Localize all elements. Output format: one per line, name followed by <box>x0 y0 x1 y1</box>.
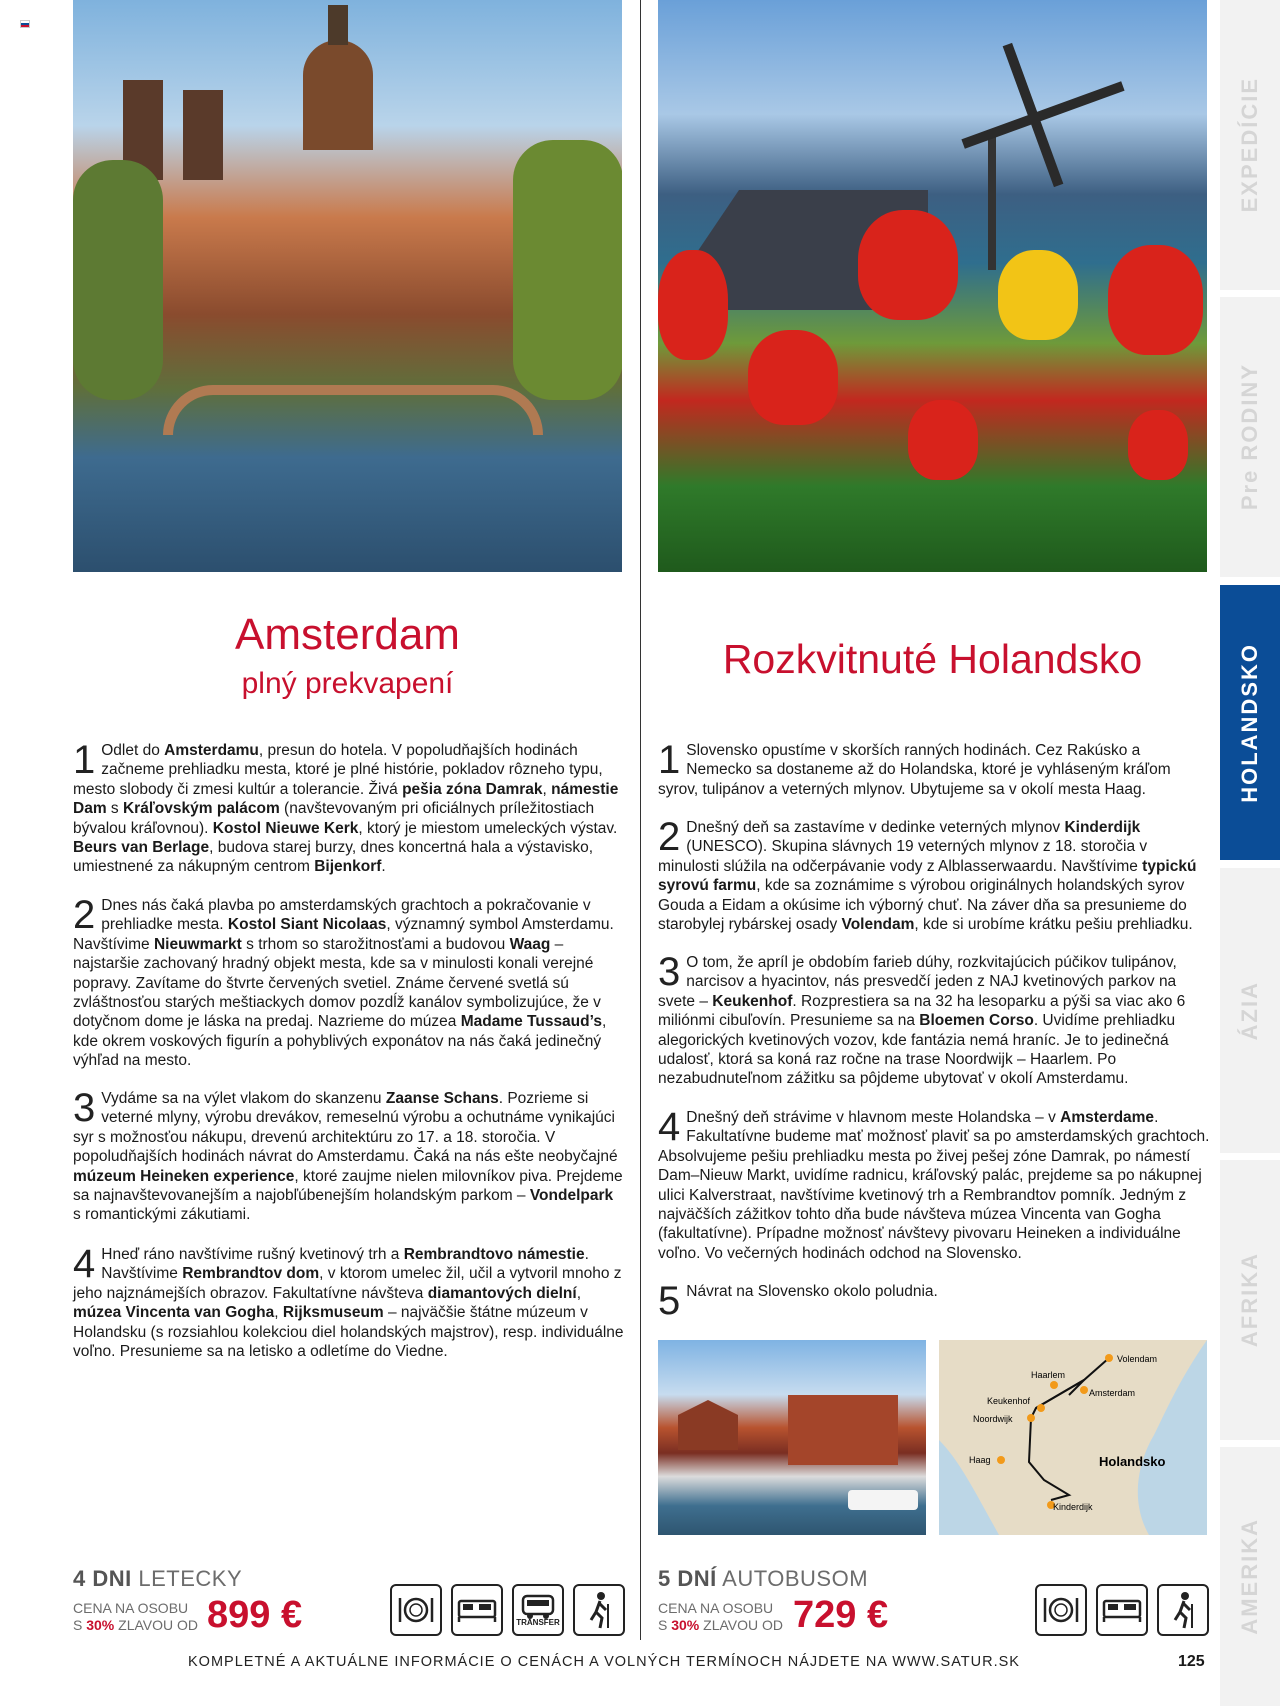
day-number: 1 <box>73 738 96 782</box>
bus-transfer-icon: TRANSFER <box>512 1584 564 1636</box>
right-day-5: 5 Návrat na Slovensko okolo poludnia. <box>658 1279 938 1323</box>
day-number: 5 <box>658 1279 681 1323</box>
right-price-label: CENA NA OSOBU S 30% ZLAVOU OD <box>658 1600 784 1633</box>
bed-icon <box>1096 1584 1148 1636</box>
right-title: Rozkvitnuté Holandsko <box>722 636 1143 682</box>
day-number: 4 <box>73 1242 96 1286</box>
right-day-2: 2 Dnešný deň sa zastavíme v dedinke veterných mlynov Kinderdijk (UNESCO). Skupina slávnych 19 veterných mlynov z 18. storočia v minulosti slúžila na odčerpávanie vody z Alblasserwaardu. Navštívime typickú syrovú farmu, kde sa zoznámime s výrobou originálnych holandských syrov Gouda a Eidam a okúsime ich výborný chuť. Na záver dňa sa presunieme do starobylej rybárskej osady Volendam, kde si urobíme krátku pešiu prehliadku. <box>658 815 1197 934</box>
map-label-amsterdam: Amsterdam <box>1089 1388 1136 1398</box>
left-duration: 4 DNI LETECKY <box>73 1566 243 1591</box>
footer-info: KOMPLETNÉ A AKTUÁLNE INFORMÁCIE O CENÁCH A VOLNÝCH TERMÍNOCH NÁJDETE NA WWW.SATUR.SK <box>188 1654 1020 1670</box>
day-number: 2 <box>658 815 681 859</box>
left-day-4: 4 Hneď ráno navštívime rušný kvetinový trh a Rembrandtovo námestie. Navštívime Rembrandtov dom, v ktorom umelec žil, učil a vytvoril mnoho z jeho najznámejších obrazov. Fakultatívne návšteva diamantových dielní, múzea Vincenta van Gogha, Rijksmuseum – najväčšie štátne múzeum v Holandsku (s rozsiahlou kolekciou diel holandských majstrov), resp. individuálne voľno. Presunieme sa na letisko a odletíme do Viedne. <box>73 1242 624 1361</box>
day-number: 1 <box>658 738 681 782</box>
map-label-volendam: Volendam <box>1117 1354 1158 1364</box>
map-point-haag <box>997 1456 1005 1464</box>
left-price: 899 € <box>207 1594 303 1636</box>
map-point-volendam <box>1105 1354 1113 1362</box>
right-day-1: 1 Slovensko opustíme v skorších ranných hodinách. Cez Rakúsko a Nemecko sa dostaneme až do Holandska, ktoré je vyhláseným kráľom syrov, tulipánov a veterných mlynov. Ubytujeme sa v okolí mesta Haag. <box>658 738 1171 798</box>
day-number: 2 <box>73 893 96 937</box>
right-day-3: 3 O tom, že apríl je obdobím farieb dúhy, rozkvitajúcich púčikov tulipánov, narcisov a hyacintov, nás presvedčí jeden z NAJ kvetinových parkov na svete – Keukenhof. Rozprestiera sa na 32 ha lesoparku a pýši sa viac ako 6 miliónmi cibuľovín. Presunieme sa na Bloemen Corso. Uvidíme prehliadku alegorických kvetinových vozov, kde fantázia nemá hraníc. Je to jedinečná udalosť, ktorá sa koná raz ročne na trase Noordwijk – Haarlem. Po nezabudnuteľnom zážitku sa pôjdeme ubytovať v okolí Amsterdamu. <box>658 950 1186 1088</box>
map-label-haarlem: Haarlem <box>1031 1370 1066 1380</box>
map-label-keukenhof: Keukenhof <box>987 1396 1031 1406</box>
column-divider <box>640 0 641 1640</box>
map-point-haarlem <box>1050 1381 1058 1389</box>
left-day-2: 2 Dnes nás čaká plavba po amsterdamských grachtoch a pokračovanie v prehliadke mesta. Kostol Siant Nicolaas, významný symbol Amsterdamu. Navštívime Nieuwmarkt s trhom so starožitnosťami a budovou Waag – najstaršie zachovaný hradný objekt mesta, kde sa v minulosti konali verejné popravy. Zavítame do štvrte červených svetiel. Známe červené svetlá sú zvláštnosťou starých meštiackych domov pozdĺž kanálov symbolizujúce, že v dotyčnom dome je láska na predaj. Nazrieme do múzea Madame Tussaud’s, kde okrem voskových figurín a pohyblivých exponátov na nás čaká jedinečný výhľad na mesto. <box>73 893 614 1070</box>
left-day-1: 1 Odlet do Amsterdamu, presun do hotela. V popoludňajších hodinách začneme prehliadku mesta, ktoré je plné histórie, pokladov rôzneho typu, mesto slobody či zmesi kultúr a tolerancie. Živá pešia zóna Damrak, námestie Dam s Kráľovským palácom (navštevovaným pri oficiálnych príležitostiach bývalou kráľovnou). Kostol Nieuwe Kerk, ktorý je miestom umeleckých výstav. Beurs van Berlage, budova starej burzy, dnes koncertná hala a výstavisko, umiestnené za nákupným centrom Bijenkorf. <box>73 738 619 876</box>
tab-azia[interactable]: ÁZIA <box>1220 868 1280 1153</box>
left-subtitle: plný prekvapení <box>241 667 454 700</box>
right-day-4: 4 Dnešný deň strávime v hlavnom meste Holandska – v Amsterdame. Fakultatívne budeme mať možnosť plaviť sa po amsterdamských grachtoch. Absolvujeme pešiu prehliadku mesta po živej pešej zóne Damrak, po námestí Dam–Nieuw Markt, uvidíme radnicu, kráľovský palác, prejdeme sa po nákupnej ulici Kalverstraat, navštívime kvetinový trh a Rembrandtov pomník. Jedným z najväčších zážitkov tohto dňa bude návšteva múzea Vincenta van Gogha (fakultatívne). Prípadne možnosť návštevy pivovaru Heineken a individuálne voľno. Vo večerných hodinách odchod na Slovensko. <box>658 1105 1210 1262</box>
right-duration: 5 DNÍ AUTOBUSOM <box>658 1566 869 1591</box>
tab-afrika[interactable]: AFRIKA <box>1220 1160 1280 1440</box>
tab-pre-rodiny[interactable]: Pre RODINY <box>1220 297 1280 577</box>
tab-amerika[interactable]: AMERIKA <box>1220 1447 1280 1706</box>
map-label-country: Holandsko <box>1099 1454 1166 1469</box>
hiking-icon <box>573 1584 625 1636</box>
tab-expedicie[interactable]: EXPEDÍCIE <box>1220 0 1280 290</box>
map-label-kinderdijk: Kinderdijk <box>1053 1502 1093 1512</box>
map-point-amsterdam <box>1080 1386 1088 1394</box>
page-number: 125 <box>1178 1653 1205 1670</box>
left-day-3: 3 Vydáme sa na výlet vlakom do skanzenu Zaanse Schans. Pozrieme si veterné mlyny, výrobu drevákov, remeselnú výrobu a ochutnáme vynikajúci syr s možnosťou nákupu, drevenú architektúru zo 17. a 18. storočia. V popoludňajších hodinách návrat do Amsterdamu. Čaká na nás ešte neobyčajné múzeum Heineken experience, ktoré zaujme nielen milovníkov piva. Prejdeme sa najnavštevovanejším a najobľúbenejším holandským parkom – Vondelpark s romantickými zákutiami. <box>73 1086 623 1224</box>
amsterdam-canal-photo <box>73 0 622 572</box>
tab-holandsko[interactable]: HOLANDSKO <box>1220 585 1280 860</box>
route-map <box>939 1340 1207 1535</box>
tulips-windmill-photo <box>658 0 1207 572</box>
right-price: 729 € <box>793 1594 889 1636</box>
meal-icon <box>390 1584 442 1636</box>
hiking-icon <box>1157 1584 1209 1636</box>
volendam-harbor-photo <box>658 1340 926 1535</box>
flag-icon <box>20 20 30 28</box>
map-point-noordwijk <box>1027 1414 1035 1422</box>
day-number: 3 <box>658 950 681 994</box>
map-point-keukenhof <box>1037 1404 1045 1412</box>
map-label-haag: Haag <box>969 1455 991 1465</box>
left-title: Amsterdam <box>235 610 460 659</box>
day-number: 4 <box>658 1105 681 1149</box>
day-number: 3 <box>73 1086 96 1130</box>
left-price-label: CENA NA OSOBU S 30% ZLAVOU OD <box>73 1600 199 1633</box>
meal-icon <box>1035 1584 1087 1636</box>
map-label-noordwijk: Noordwijk <box>973 1414 1013 1424</box>
bed-icon <box>451 1584 503 1636</box>
